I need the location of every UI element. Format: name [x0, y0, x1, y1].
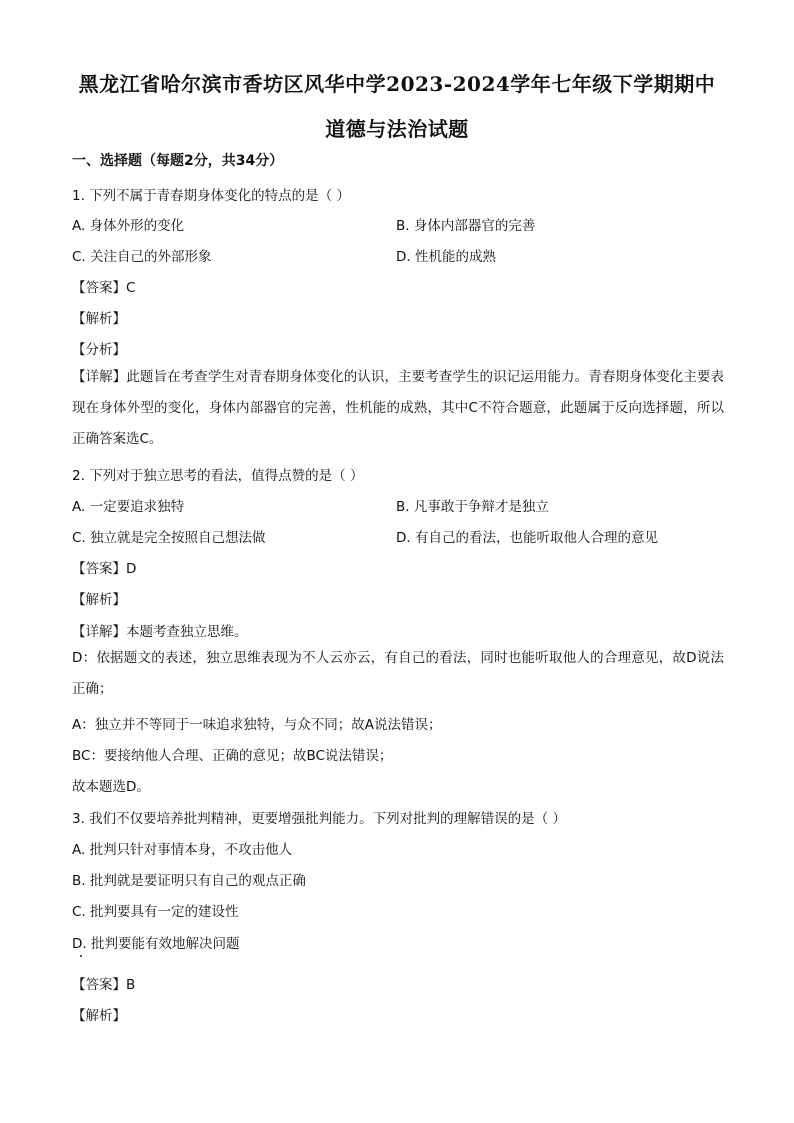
- option-d: D. 批判要能有效地解决问题: [72, 936, 240, 952]
- analysis-label: 【解析】: [72, 592, 126, 608]
- answer-label: 【答案】D: [72, 561, 137, 577]
- option-a: A. 一定要追求独特: [72, 499, 185, 515]
- document-title: 黑龙江省哈尔滨市香坊区风华中学2023-2024学年七年级下学期期中: [78, 72, 716, 96]
- answer-label: 【答案】B: [72, 977, 136, 993]
- document-subtitle: 道德与法治试题: [325, 117, 469, 141]
- option-d: D. 性机能的成熟: [396, 249, 496, 265]
- explanation-d: D：依据题文的表述，独立思维表现为不人云亦云，有自己的看法，同时也能听取他人的合理意见，故D说法正确；: [72, 650, 724, 697]
- option-b: B. 凡事敢于争辩才是独立: [396, 499, 549, 515]
- fenxi-label: 【分析】: [72, 342, 126, 358]
- explanation-a: A：独立并不等同于一味追求独特，与众不同；故A说法错误；: [72, 717, 442, 733]
- question-stem: 2. 下列对于独立思考的看法，值得点赞的是（ ）: [72, 468, 364, 484]
- option-c: C. 独立就是完全按照自己想法做: [72, 530, 266, 546]
- option-a: A. 批判只针对事情本身，不攻击他人: [72, 842, 293, 858]
- detail-line: 【详解】本题考查独立思维。: [72, 624, 248, 640]
- option-b: B. 身体内部器官的完善: [396, 218, 536, 234]
- question-stem: 3. 我们不仅要培养批判精神，更要增强批判能力。下列对批判的理解错误的是（ ）: [72, 811, 566, 827]
- answer-label: 【答案】C: [72, 280, 136, 296]
- detail-paragraph: 【详解】此题旨在考查学生对青春期身体变化的认识，主要考查学生的识记运用能力。青春期身体变化主要表现在身体外型的变化，身体内部器官的完善，性机能的成熟，其中C不符合题意，此题属于反向选择题，所以正确答案选C。: [72, 369, 724, 447]
- question-stem: 1. 下列不属于青春期身体变化的特点的是（ ）: [72, 188, 350, 204]
- explanation-bc: BC：要接纳他人合理、正确的意见；故BC说法错误；: [72, 748, 393, 764]
- option-d: D. 有自己的看法，也能听取他人合理的意见: [396, 530, 658, 546]
- analysis-label: 【解析】: [72, 311, 126, 327]
- option-c: C. 关注自己的外部形象: [72, 249, 212, 265]
- section-heading: 一、选择题（每题2分，共34分）: [72, 153, 284, 169]
- speck-mark: [80, 955, 82, 957]
- option-c: C. 批判要具有一定的建设性: [72, 904, 239, 920]
- analysis-label: 【解析】: [72, 1008, 126, 1024]
- conclusion: 故本题选D。: [72, 779, 150, 795]
- option-b: B. 批判就是要证明只有自己的观点正确: [72, 873, 306, 889]
- option-a: A. 身体外形的变化: [72, 218, 185, 234]
